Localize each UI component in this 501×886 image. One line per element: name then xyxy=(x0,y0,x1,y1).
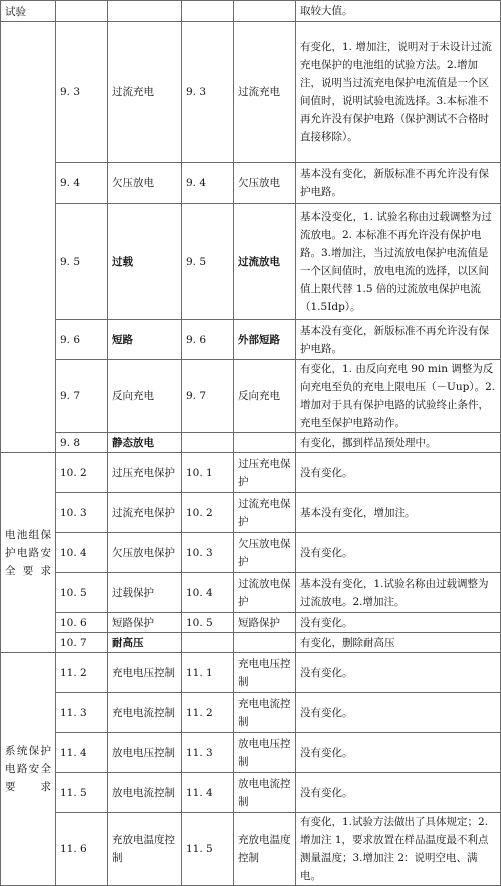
table-row xyxy=(1,493,501,533)
old-clause-name: 耐高压 xyxy=(108,633,182,653)
old-clause-number: 9. 6 xyxy=(56,320,108,360)
new-clause-name: 过流充电 xyxy=(234,22,296,163)
table-row xyxy=(1,1,501,22)
new-clause-number: 11. 1 xyxy=(182,653,234,693)
new-clause-number: 9. 4 xyxy=(182,163,234,204)
change-cell: 有变化，1. 由反向充电 90 min 调整为反向充电至负的充电上限电压（－Uup）。2. 增加对于具有保护电路的试验终止条件，充电至保护电路动作。 xyxy=(296,360,501,433)
new-clause-name: 充放电温度控制 xyxy=(234,813,296,886)
change-cell: 有变化，删除耐高压 xyxy=(296,633,501,653)
old-clause-name: 欠压放电 xyxy=(108,163,182,204)
new-clause-name: 充电电压控制 xyxy=(234,653,296,693)
category-cell xyxy=(1,22,56,453)
new-clause-number: 9. 7 xyxy=(182,360,234,433)
old-clause-number: 10. 4 xyxy=(56,533,108,573)
old-clause-number: 9. 5 xyxy=(56,204,108,320)
table-row xyxy=(1,773,501,813)
new-clause-number: 10. 4 xyxy=(182,573,234,613)
old-clause-name: 反向充电 xyxy=(108,360,182,433)
old-clause-name: 充放电温度控制 xyxy=(108,813,182,886)
new-clause-name: 过流充电保护 xyxy=(234,493,296,533)
new-clause-number: 10. 3 xyxy=(182,533,234,573)
new-clause-name: 充电电流控制 xyxy=(234,693,296,733)
new-clause-number: 10. 5 xyxy=(182,613,234,633)
new-clause-number: 10. 1 xyxy=(182,453,234,493)
old-clause-name: 充电电压控制 xyxy=(108,653,182,693)
old-clause-name: 过流充电保护 xyxy=(108,493,182,533)
change-cell: 基本没有变化，新版标准不再允许没有保护电路。 xyxy=(296,163,501,204)
new-clause-number: 11. 3 xyxy=(182,733,234,773)
category-cell: 电池组保护电路安全要求 xyxy=(1,453,56,653)
old-clause-name: 短路保护 xyxy=(108,613,182,633)
new-clause-number xyxy=(182,433,234,453)
change-cell: 基本没有变化，增加注。 xyxy=(296,493,501,533)
new-clause-name: 欠压放电 xyxy=(234,163,296,204)
table-row xyxy=(1,733,501,773)
old-clause-name: 放电电压控制 xyxy=(108,733,182,773)
old-clause-number: 11. 6 xyxy=(56,813,108,886)
table-row xyxy=(1,573,501,613)
old-clause-number: 9. 8 xyxy=(56,433,108,453)
new-clause-number: 11. 2 xyxy=(182,693,234,733)
table-row xyxy=(1,533,501,573)
old-clause-name: 放电电流控制 xyxy=(108,773,182,813)
table-row xyxy=(1,453,501,493)
change-cell: 基本没有变化，新版标准不再允许没有保护电路。 xyxy=(296,320,501,360)
change-cell: 没有变化。 xyxy=(296,693,501,733)
table-row xyxy=(1,204,501,320)
new-clause-number: 10. 2 xyxy=(182,493,234,533)
table-row xyxy=(1,613,501,633)
change-cell: 没有变化。 xyxy=(296,773,501,813)
old-clause-name: 充电电流控制 xyxy=(108,693,182,733)
old-clause-number: 9. 3 xyxy=(56,22,108,163)
change-cell: 有变化，1. 增加注，说明对于未设计过流充电保护的电池组的试验方法。2.增加注，说明当过流充电保护电流值是一个区间值时，说明试验电流选择。3.本标准不再允许没有保护电路（保护测试不合格时直接移除）。 xyxy=(296,22,501,163)
new-clause-name: 欠压放电保护 xyxy=(234,533,296,573)
change-cell: 基本没变化，1. 试验名称由过载调整为过流放电。2. 本标准不再允许没有保护电路。3.增加注，当过流放电保护电流值是一个区间值时，放电电流的选择，以区间值上限代替 1.5 倍的过流放电保护电流（1.5Idp）。 xyxy=(296,204,501,320)
new-clause-name xyxy=(234,633,296,653)
new-clause-name: 过压充电保护 xyxy=(234,453,296,493)
new-clause-number: 9. 3 xyxy=(182,22,234,163)
old-clause-name: 过流充电 xyxy=(108,22,182,163)
new-clause-number: 11. 4 xyxy=(182,773,234,813)
new-clause-name: 短路保护 xyxy=(234,613,296,633)
change-cell: 取较大值。 xyxy=(296,1,501,22)
new-clause-number: 9. 5 xyxy=(182,204,234,320)
old-clause-name: 过载保护 xyxy=(108,573,182,613)
change-cell: 基本没有变化，1.试验名称由过载调整为过流放电。2.增加注。 xyxy=(296,573,501,613)
new-clause-number: 11. 5 xyxy=(182,813,234,886)
table-row xyxy=(1,633,501,653)
change-cell: 有变化，1.试验方法做出了具体规定；2. 增加注 1，要求放置在样品温度最不利点测量温度；3.增加注 2：说明空电、满电。 xyxy=(296,813,501,886)
old-clause-number: 11. 4 xyxy=(56,733,108,773)
new-clause-name: 过流放电保护 xyxy=(234,573,296,613)
new-clause-name: 外部短路 xyxy=(234,320,296,360)
new-clause-name xyxy=(234,433,296,453)
old-clause-name: 静态放电 xyxy=(108,433,182,453)
old-clause-name: 过压充电保护 xyxy=(108,453,182,493)
old-clause-number: 10. 3 xyxy=(56,493,108,533)
old-clause-name: 欠压放电保护 xyxy=(108,533,182,573)
old-clause-number: 11. 5 xyxy=(56,773,108,813)
table-row xyxy=(1,813,501,886)
change-cell: 没有变化。 xyxy=(296,733,501,773)
old-clause-name: 过载 xyxy=(108,204,182,320)
old-clause-number: 9. 7 xyxy=(56,360,108,433)
category-cell: 试验 xyxy=(1,1,56,22)
new-clause-number: 9. 6 xyxy=(182,320,234,360)
new-clause-name: 过流放电 xyxy=(234,204,296,320)
table-row xyxy=(1,653,501,693)
table-row xyxy=(1,320,501,360)
old-clause-number: 10. 7 xyxy=(56,633,108,653)
change-cell: 有变化，挪到样品预处理中。 xyxy=(296,433,501,453)
category-cell: 系统保护电路安全要求 xyxy=(1,653,56,886)
new-clause-number xyxy=(182,633,234,653)
change-cell: 没有变化。 xyxy=(296,653,501,693)
change-cell: 没有变化。 xyxy=(296,613,501,633)
table-row xyxy=(1,360,501,433)
old-clause-number: 10. 6 xyxy=(56,613,108,633)
old-clause-name: 短路 xyxy=(108,320,182,360)
new-clause-name: 放电电流控制 xyxy=(234,773,296,813)
table-row xyxy=(1,163,501,204)
new-clause-name: 反向充电 xyxy=(234,360,296,433)
old-clause-number: 11. 3 xyxy=(56,693,108,733)
table-row xyxy=(1,693,501,733)
new-clause-name: 放电电压控制 xyxy=(234,733,296,773)
old-clause-number: 10. 5 xyxy=(56,573,108,613)
table-row xyxy=(1,22,501,163)
change-cell: 没有变化。 xyxy=(296,453,501,493)
old-clause-number: 9. 4 xyxy=(56,163,108,204)
old-clause-number: 11. 2 xyxy=(56,653,108,693)
change-cell: 没有变化。 xyxy=(296,533,501,573)
table-row xyxy=(1,433,501,453)
old-clause-number: 10. 2 xyxy=(56,453,108,493)
